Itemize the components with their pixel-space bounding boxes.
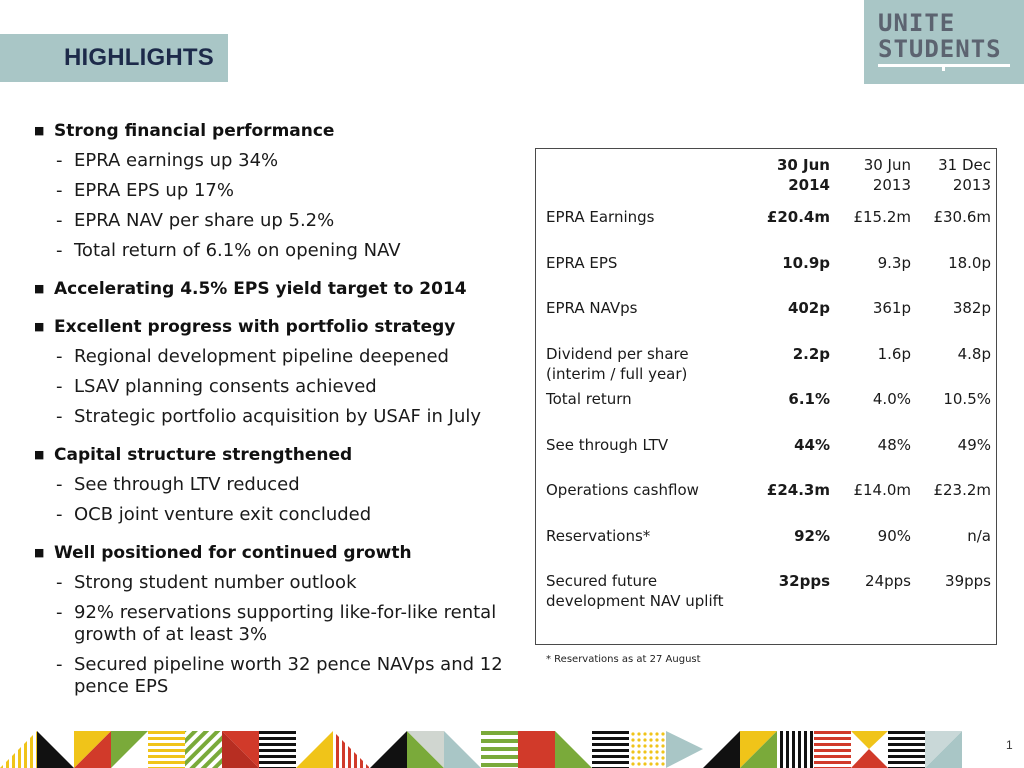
highlight-item: - LSAV planning consents achieved [56, 376, 377, 397]
logo-line-2: STUDENTS [878, 35, 1002, 63]
value-jun-2013: 9.3p [877, 253, 911, 272]
value-dec-2013: 39pps [945, 572, 991, 590]
row-label: Secured future development NAV uplift [546, 572, 724, 610]
highlight-section [34, 278, 524, 300]
strip-tile [333, 731, 370, 768]
value-jun-2013: 24pps [865, 572, 911, 590]
strip-tile [555, 731, 592, 768]
highlight-item: - Strategic portfolio acquisition by USAF in July [56, 406, 482, 427]
square-bullet-icon: ■ [34, 282, 45, 295]
value-2014: 44% [794, 435, 830, 454]
column-header-30-jun-2014: 30 Jun 2014 [776, 156, 830, 194]
highlight-item: - Total return of 6.1% on opening NAV [56, 240, 401, 261]
row-label: EPRA Earnings [546, 208, 655, 226]
strip-tile [777, 731, 814, 768]
highlight-section [34, 444, 524, 526]
value-jun-2013: 48% [877, 435, 911, 454]
page-title: HIGHLIGHTS [64, 44, 214, 71]
strip-tile [814, 731, 851, 768]
highlight-item: - Regional development pipeline deepened [56, 346, 449, 367]
row-label: Dividend per share (interim / full year) [546, 344, 689, 383]
value-jun-2013: 4.0% [872, 390, 911, 408]
highlight-item: - EPRA NAV per share up 5.2% [56, 210, 335, 231]
highlight-item: - See through LTV reduced [56, 474, 300, 495]
highlight-item: - EPRA EPS up 17% [56, 180, 234, 201]
value-2014: £24.3m [766, 481, 830, 499]
strip-tile [370, 731, 407, 768]
value-dec-2013: £30.6m [933, 208, 991, 226]
strip-tile [37, 731, 74, 768]
row-label: Operations cashflow [546, 481, 699, 499]
highlight-heading: ■ Excellent progress with portfolio strategy [34, 317, 456, 337]
value-jun-2013: 1.6p [877, 344, 911, 363]
value-dec-2013: £23.2m [933, 481, 991, 499]
strip-tile [592, 731, 629, 768]
table-row [546, 253, 991, 299]
square-bullet-icon: ■ [34, 124, 45, 137]
row-label: EPRA NAVps [546, 299, 638, 317]
strip-tile [0, 731, 37, 768]
unite-students-logo [864, 0, 1024, 84]
value-jun-2013: 361p [872, 299, 911, 317]
table-row [546, 435, 991, 481]
highlight-item: - Strong student number outlook [56, 572, 357, 593]
strip-tile [185, 731, 222, 768]
table-row [546, 526, 991, 572]
column-header-30-jun-2013: 30 Jun 2013 [863, 156, 911, 194]
value-dec-2013: 10.5% [943, 390, 991, 408]
strip-tile [703, 731, 740, 768]
strip-tile [851, 749, 888, 768]
strip-tile [851, 731, 888, 749]
table-row [546, 389, 991, 435]
logo-line-1: UNITE [878, 9, 956, 37]
value-dec-2013: n/a [967, 526, 991, 545]
footnote: * Reservations as at 27 August [546, 654, 701, 665]
value-dec-2013: 4.8p [957, 344, 991, 363]
value-dec-2013: 382p [952, 299, 991, 317]
table-row [546, 298, 991, 344]
highlight-item: - 92% reservations supporting like-for-like rental growth of at least 3% [56, 602, 497, 645]
table-row [546, 207, 991, 253]
highlight-heading: ■ Strong financial performance [34, 121, 335, 141]
row-label: EPRA EPS [546, 253, 618, 272]
financial-summary-table [535, 148, 997, 645]
square-bullet-icon: ■ [34, 320, 45, 333]
strip-tile [259, 731, 296, 768]
row-label: See through LTV [546, 435, 669, 454]
strip-tile [111, 731, 148, 768]
value-2014: 402p [787, 299, 830, 317]
highlight-item: - EPRA earnings up 34% [56, 150, 279, 171]
value-2014: 2.2p [792, 344, 830, 363]
table-row [546, 571, 991, 617]
highlight-section [34, 120, 524, 262]
row-label: Reservations* [546, 526, 651, 545]
highlight-heading: ■ Well positioned for continued growth [34, 543, 412, 563]
highlight-section [34, 542, 524, 698]
value-dec-2013: 18.0p [948, 253, 991, 272]
strip-tile [888, 731, 925, 768]
square-bullet-icon: ■ [34, 448, 45, 461]
value-jun-2013: £15.2m [853, 208, 911, 226]
highlights-list [34, 120, 524, 708]
highlight-section [34, 316, 524, 428]
kpi-table [546, 155, 991, 617]
highlight-item: - Secured pipeline worth 32 pence NAVps and 12 pence EPS [56, 654, 503, 697]
column-header-31-dec-2013: 31 Dec 2013 [938, 156, 991, 194]
highlight-heading: ■ Capital structure strengthened [34, 445, 353, 465]
strip-tile [296, 731, 333, 768]
strip-tile [518, 731, 555, 768]
strip-tile [629, 731, 666, 768]
table-row [546, 480, 991, 526]
highlight-heading: ■ Accelerating 4.5% EPS yield target to 2014 [34, 279, 467, 299]
title-banner [0, 34, 228, 82]
value-jun-2013: £14.0m [853, 481, 911, 499]
value-2014: 10.9p [782, 253, 830, 272]
strip-tile [481, 731, 518, 768]
decorative-pattern-strip [0, 731, 1000, 768]
value-2014: £20.4m [766, 208, 830, 226]
strip-tile [444, 731, 481, 768]
square-bullet-icon: ■ [34, 546, 45, 559]
table-header-row [546, 155, 991, 207]
page-number: 1 [1006, 738, 1013, 752]
value-2014: 6.1% [788, 390, 830, 408]
value-2014: 92% [794, 526, 830, 545]
strip-tiles [0, 731, 962, 768]
row-label: Total return [546, 390, 632, 408]
table-row [546, 344, 991, 390]
value-jun-2013: 90% [877, 526, 911, 545]
logo-tick [942, 66, 945, 71]
highlight-item: - OCB joint venture exit concluded [56, 504, 372, 525]
value-2014: 32pps [778, 572, 830, 590]
strip-tile [148, 731, 185, 768]
value-dec-2013: 49% [957, 435, 991, 454]
strip-tile [666, 731, 703, 768]
